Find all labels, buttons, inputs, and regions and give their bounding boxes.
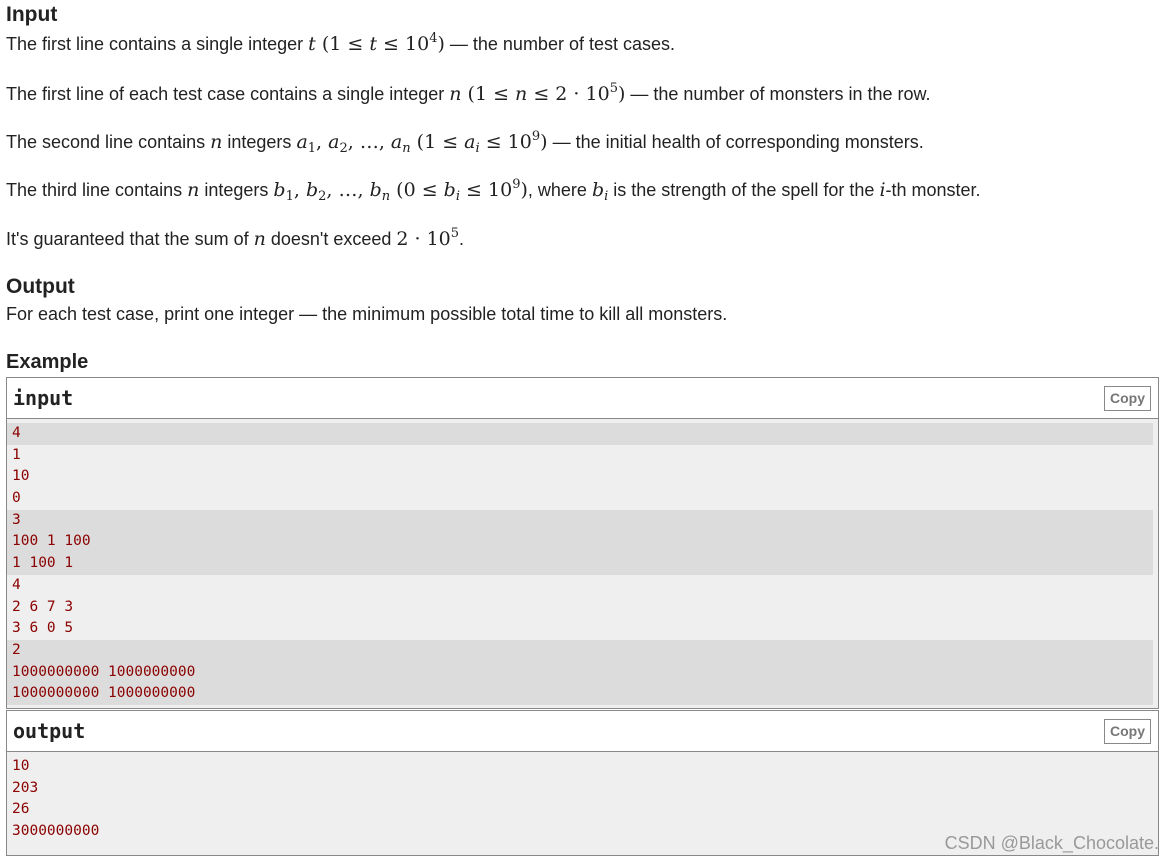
input-p4-text-d: is the strength of the spell for the (608, 180, 880, 200)
input-section (6, 3, 57, 27)
input-p4-text-c: , where (527, 180, 592, 200)
input-paragraph-4 (6, 177, 981, 204)
output-paragraph: For each test case, print one integer — the minimum possible total time to kill all monsters. (6, 304, 728, 324)
example-title: Example (6, 351, 89, 373)
input-p2-text-a: The first line of each test case contains a single integer (6, 84, 450, 104)
input-line: 3 (7, 510, 1153, 532)
input-line: 1000000000 1000000000 (7, 662, 1153, 684)
input-p5-text-c: . (459, 229, 465, 249)
input-line: 2 6 7 3 (12, 598, 74, 615)
input-p5-text-b: doesn't exceed (265, 229, 397, 249)
input-line: 4 (12, 576, 21, 593)
example-input-lines (7, 419, 1158, 708)
input-line: 4 (7, 423, 1153, 445)
math-b-sequence: $b_1$, $b_2$, …, $b_n$ $(0 \le b_i \le 10^9)$ (273, 177, 528, 204)
input-p1-text-a: The first line contains a single integer (6, 34, 309, 54)
input-p4-text-e: -th monster. (885, 180, 981, 200)
output-line: 10 (12, 758, 30, 774)
output-line: 203 (12, 779, 39, 796)
example-output-header (7, 711, 1158, 752)
output-line: 3000000000 (12, 823, 100, 840)
example-input-block (6, 377, 1159, 709)
math-n-constraint: n $(1 \le n \le 2 \cdot 10^5)$ (449, 81, 626, 105)
input-p4-text-a: The third line contains (6, 180, 188, 200)
input-paragraph-2 (6, 83, 931, 105)
input-line: 100 1 100 (7, 531, 1153, 553)
example-input-header (7, 378, 1158, 419)
input-p3-text-b: integers (222, 132, 297, 152)
input-line: 10 (12, 468, 30, 485)
input-p4-text-b: integers (199, 180, 274, 200)
math-n: n (253, 228, 266, 250)
math-n: n (210, 131, 223, 153)
output-line: 26 (12, 801, 30, 818)
input-line: 0 (12, 490, 21, 507)
output-section-title: Output (6, 275, 75, 298)
input-line: 2 (7, 640, 1153, 662)
math-a-sequence: $a_1$, $a_2$, …, $a_n$ $(1 \le a_i \le 10^9)$ (296, 129, 548, 156)
input-line: 3 6 0 5 (12, 620, 74, 637)
math-i: i (879, 179, 886, 201)
input-line: 1000000000 1000000000 (7, 683, 1153, 705)
input-p5-text-a: It's guaranteed that the sum of (6, 229, 254, 249)
input-paragraph-5 (6, 228, 464, 250)
input-paragraph-3 (6, 129, 924, 156)
csdn-watermark: CSDN @Black_Chocolate. (944, 833, 1159, 853)
math-sum-bound: $2 \cdot 10^5$ (396, 226, 460, 250)
input-p1-text-b: — the number of test cases. (444, 34, 675, 54)
input-line: 1 (12, 446, 21, 463)
copy-output-button[interactable]: Copy (1104, 719, 1151, 744)
example-input-label: input (13, 386, 74, 410)
input-line: 1 100 1 (7, 553, 1153, 575)
input-p3-text-c: — the initial health of corresponding monsters. (547, 132, 924, 152)
copy-input-button[interactable]: Copy (1104, 386, 1151, 411)
example-output-label: output (13, 719, 86, 743)
math-b-i: $b_i$ (591, 179, 609, 204)
input-p2-text-b: — the number of monsters in the row. (625, 84, 931, 104)
math-t-constraint: t $(1 \le t \le 10^4)$ (308, 31, 445, 55)
math-n: n (187, 179, 200, 201)
input-section-title: Input (6, 3, 58, 26)
input-p3-text-a: The second line contains (6, 132, 211, 152)
input-paragraph-1 (6, 33, 675, 55)
